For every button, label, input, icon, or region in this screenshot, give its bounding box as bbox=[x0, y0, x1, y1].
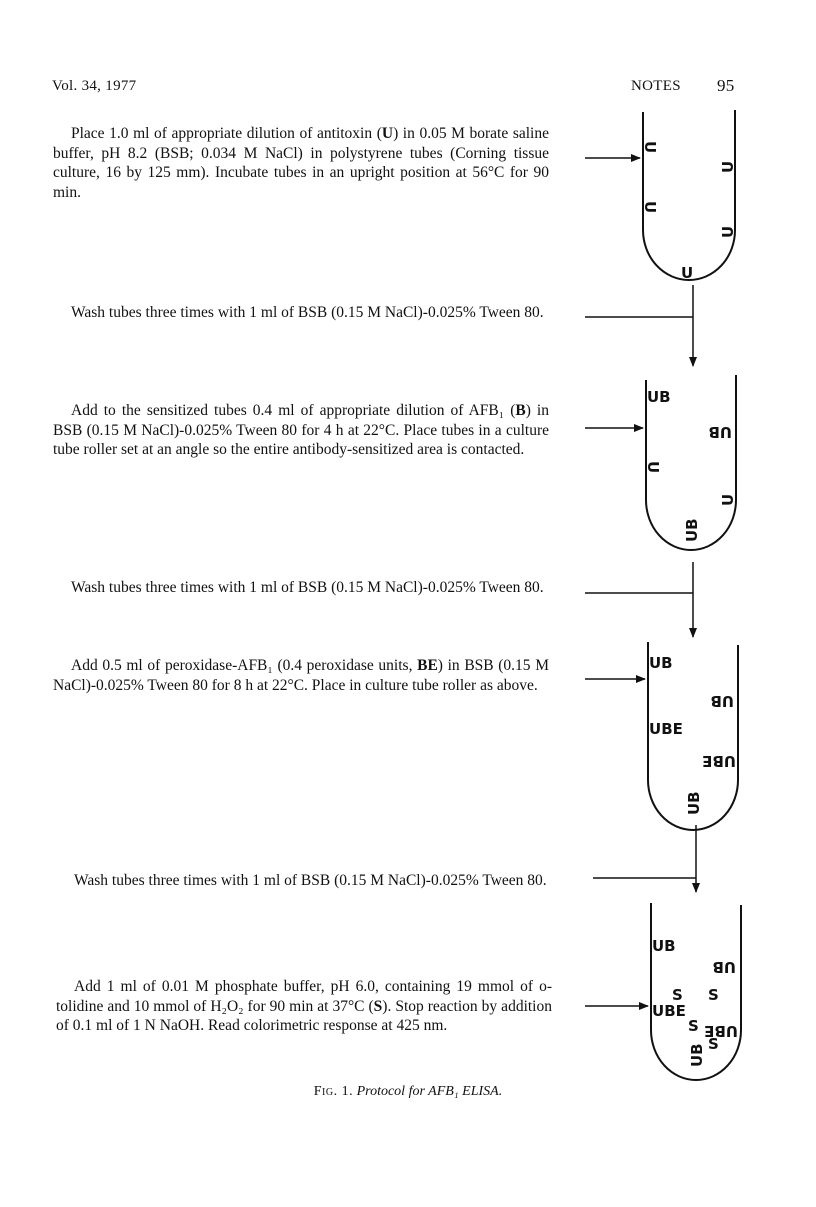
running-header-section: NOTES bbox=[631, 78, 681, 94]
figure-number: Fig. 1. bbox=[313, 1084, 354, 1099]
running-header-volume: Vol. 34, 1977 bbox=[52, 78, 137, 94]
tube-4 bbox=[585, 903, 741, 1080]
wash-connector-2 bbox=[585, 562, 693, 637]
u-b-complex: UB bbox=[688, 1043, 706, 1067]
protocol-step-1: Place 1.0 ml of appropriate dilution of antitoxin (U) in 0.05 M borate saline buffer, pH 8.2 (BSB; 0.034 M NaCl) in polystyrene tubes (Corning tissue culture, 16 by 125 mm). Incubate tubes in an upright position at 56°C for 90 min. bbox=[53, 125, 549, 201]
protocol-step-6: Wash tubes three times with 1 ml of BSB (0.15 M NaCl)-0.025% Tween 80. bbox=[74, 872, 547, 889]
u-b-complex: UB bbox=[652, 937, 676, 955]
bound-antitoxin-u: U bbox=[644, 461, 662, 474]
tube-2 bbox=[585, 375, 737, 550]
u-b-complex: UB bbox=[683, 518, 701, 542]
tube-1 bbox=[585, 110, 737, 282]
figure-caption bbox=[0, 1084, 816, 1100]
figure-title: Protocol for AFB₁ ELISA. bbox=[356, 1084, 503, 1099]
tube-3 bbox=[585, 642, 738, 830]
protocol-step-3: Add to the sensitized tubes 0.4 ml of appropriate dilution of AFB₁ (B) in BSB (0.15 M NaCl)-0.025% Tween 80 for 4 h at 22°C. Place tubes in a culture tube roller set at an angle so the entire antibody-sensitized area is contacted. bbox=[53, 402, 549, 458]
u-b-complex: UB bbox=[708, 423, 732, 441]
u-b-complex: UB bbox=[710, 692, 734, 710]
protocol-step-7: Add 1 ml of 0.01 M phosphate buffer, pH 6.0, containing 19 mmol of o-tolidine and 10 mmol of H₂O₂ for 90 min at 37°C (S). Stop reaction by addition of 0.1 ml of 1 N NaOH. Read colorimetric response at 425 nm. bbox=[56, 978, 552, 1034]
u-b-complex: UB bbox=[649, 654, 673, 672]
substrate-s: S bbox=[708, 986, 719, 1004]
u-b-complex: UB bbox=[647, 388, 671, 406]
substrate-s: S bbox=[708, 1035, 719, 1053]
bound-antitoxin-u: U bbox=[719, 160, 737, 173]
u-b-enzyme-complex: UBE bbox=[649, 720, 683, 738]
wash-connector-1 bbox=[585, 285, 693, 366]
u-b-enzyme-complex: UBE bbox=[652, 1002, 686, 1020]
u-b-enzyme-complex: UBE bbox=[704, 1022, 738, 1040]
protocol-step-5: Add 0.5 ml of peroxidase-AFB₁ (0.4 peroxidase units, BE) in BSB (0.15 M NaCl)-0.025% Tween 80 for 8 h at 22°C. Place in culture tube roller as above. bbox=[53, 657, 549, 694]
bound-antitoxin-u: U bbox=[681, 264, 694, 282]
wash-connector-3 bbox=[593, 825, 696, 892]
u-b-complex: UB bbox=[712, 958, 736, 976]
substrate-s: S bbox=[688, 1017, 699, 1035]
protocol-step-2: Wash tubes three times with 1 ml of BSB (0.15 M NaCl)-0.025% Tween 80. bbox=[71, 304, 544, 321]
substrate-s: S bbox=[672, 986, 683, 1004]
u-b-complex: UB bbox=[685, 791, 703, 815]
page-number: 95 bbox=[717, 76, 735, 95]
bound-antitoxin-u: U bbox=[641, 201, 659, 214]
bound-antitoxin-u: U bbox=[719, 225, 737, 238]
u-b-enzyme-complex: UBE bbox=[702, 752, 736, 770]
protocol-step-4: Wash tubes three times with 1 ml of BSB (0.15 M NaCl)-0.025% Tween 80. bbox=[71, 579, 544, 596]
bound-antitoxin-u: U bbox=[641, 141, 659, 154]
bound-antitoxin-u: U bbox=[719, 493, 737, 506]
